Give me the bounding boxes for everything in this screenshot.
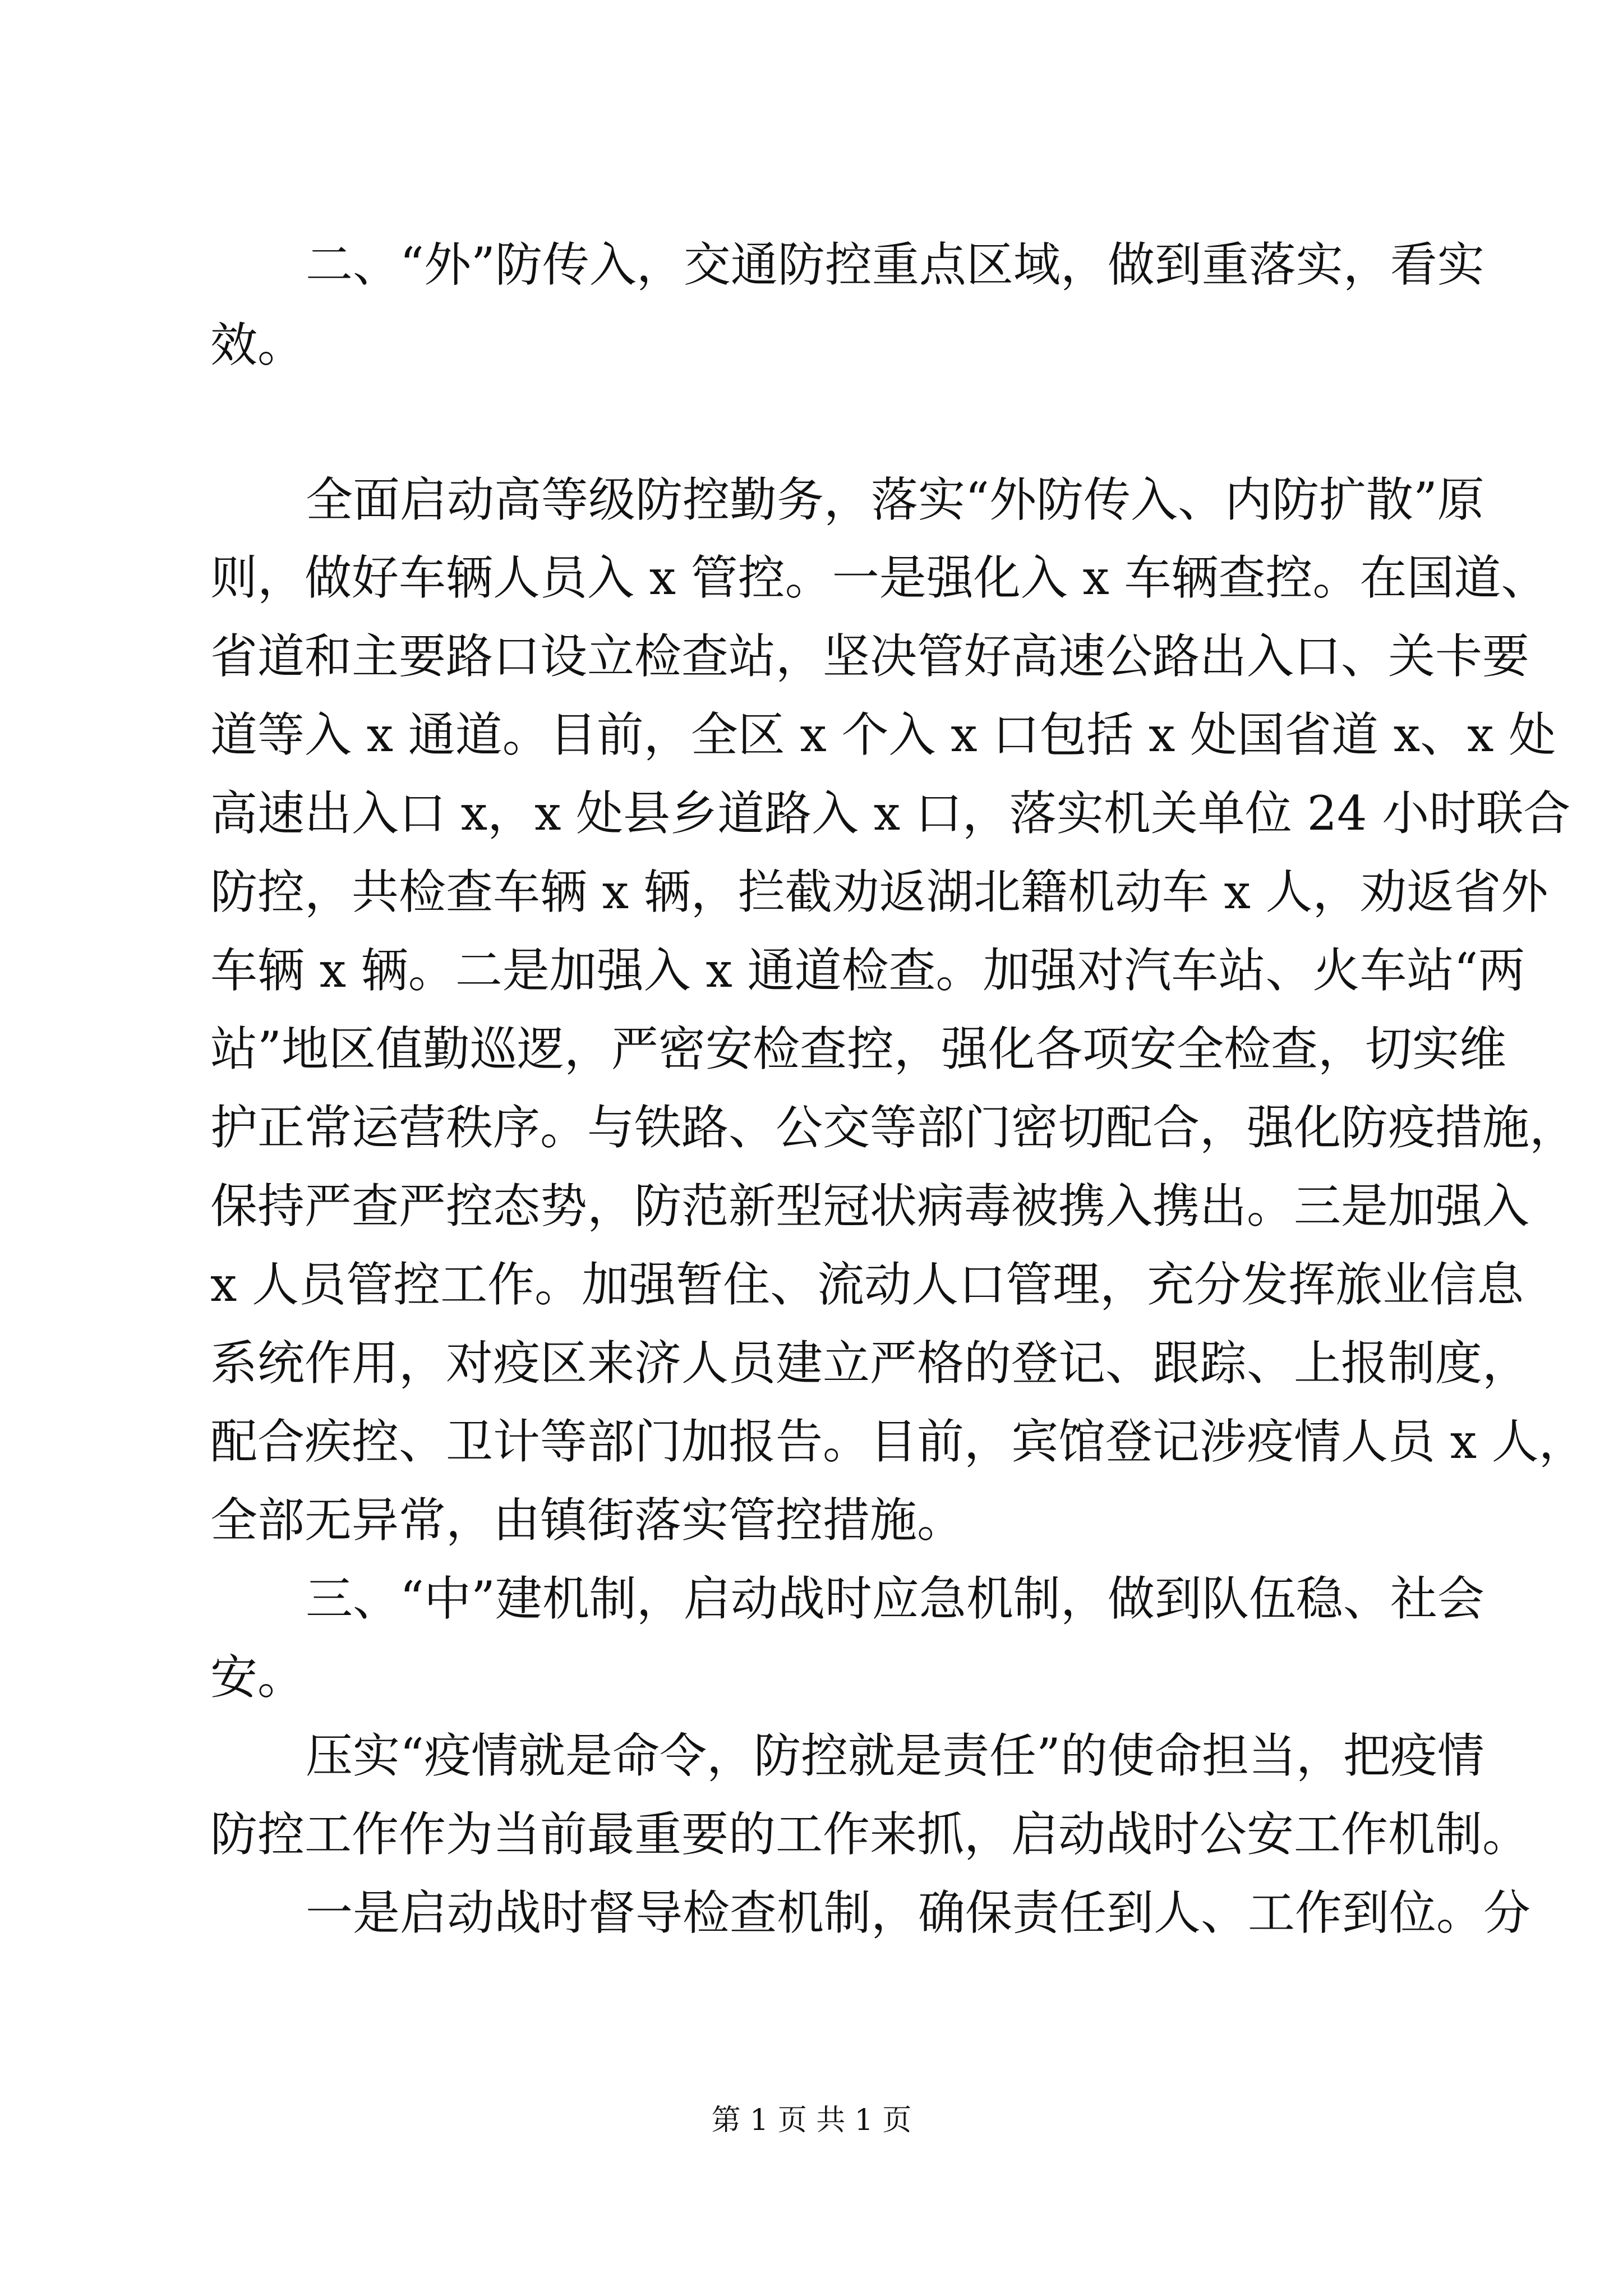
paragraph-line: 压实“疫情就是命令，防控就是责任”的使命担当，把疫情 — [306, 1728, 1484, 1783]
paragraph-line: x 人员管控工作。加强暂住、流动人口管理，充分发挥旅业信息 — [210, 1257, 1524, 1312]
paragraph-line: 全部无异常，由镇街落实管控措施。 — [210, 1493, 965, 1548]
paragraph-line: 车辆 x 辆。二是加强入 x 通道检查。加强对汽车站、火车站“两 — [210, 943, 1525, 998]
paragraph-line: 防控，共检查车辆 x 辆，拦截劝返湖北籍机动车 x 人，劝返省外 — [210, 864, 1548, 919]
paragraph-line: 系统作用，对疫区来济人员建立严格的登记、跟踪、上报制度， — [210, 1336, 1530, 1391]
paragraph-line: 一是启动战时督导检查机制，确保责任到人、工作到位。分 — [306, 1885, 1531, 1940]
paragraph-line: 防控工作作为当前最重要的工作来抓，启动战时公安工作机制。 — [210, 1807, 1530, 1862]
paragraph-line: 全面启动高等级防控勤务，落实“外防传入、内防扩散”原 — [306, 472, 1484, 527]
paragraph-line: 护正常运营秩序。与铁路、公交等部门密切配合，强化防疫措施， — [210, 1100, 1577, 1155]
paragraph-heading-line: 三、“中”建机制，启动战时应急机制，做到队伍稳、社会 — [306, 1571, 1484, 1626]
paragraph-line: 保持严查严控态势，防范新型冠状病毒被携入携出。三是加强入 — [210, 1179, 1530, 1234]
paragraph-line: 省道和主要路口设立检查站，坚决管好高速公路出入口、关卡要 — [210, 629, 1530, 684]
paragraph-line: 道等入 x 通道。目前，全区 x 个入 x 口包括 x 处国省道 x、x 处 — [210, 707, 1556, 762]
paragraph-line: 配合疾控、卫计等部门加报告。目前，宾馆登记涉疫情人员 x 人， — [210, 1414, 1586, 1469]
paragraph-line: 站”地区值勤巡逻，严密安检查控，强化各项安全检查，切实维 — [210, 1022, 1506, 1076]
paragraph-line: 则，做好车辆人员入 x 管控。一是强化入 x 车辆查控。在国道、 — [210, 550, 1548, 605]
paragraph-line: 高速出入口 x，x 处县乡道路入 x 口，落实机关单位 24 小时联合 — [210, 786, 1571, 841]
paragraph-heading-line: 二、“外”防传入，交通防控重点区域，做到重落实，看实 — [306, 237, 1484, 292]
paragraph-heading-line: 安。 — [210, 1650, 305, 1705]
page-footer: 第 1 页 共 1 页 — [711, 2104, 912, 2137]
paragraph-heading-line: 效。 — [210, 318, 305, 372]
